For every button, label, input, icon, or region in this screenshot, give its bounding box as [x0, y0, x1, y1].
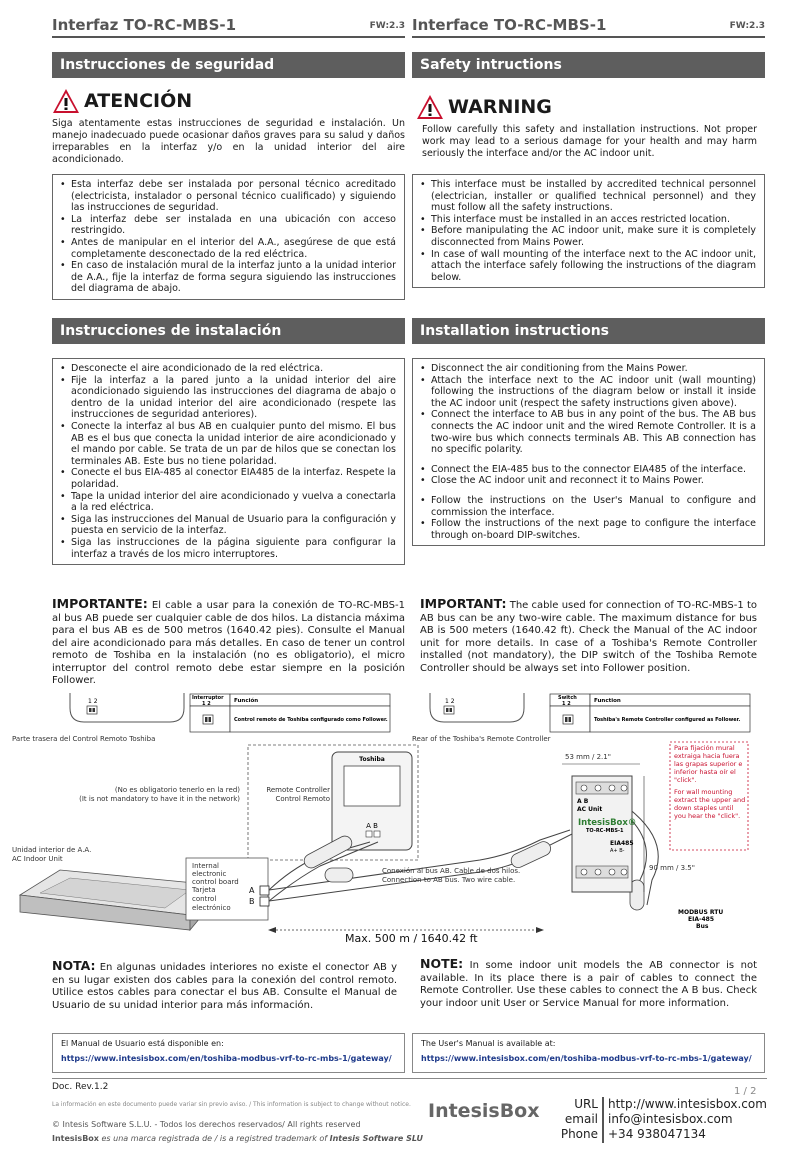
device-eia-pins: A+ B- — [610, 848, 625, 854]
switch-nums-en: 1 2 — [445, 698, 455, 705]
rc-ab-label: A B — [366, 822, 378, 830]
install-title-en: Installation instructions — [412, 318, 765, 344]
list-item: • This interface must be installed in an acces restricted location. — [417, 214, 756, 226]
list-item: • Antes de manipular en el interior del A.A., asegúrese de que está completamente desconectado de la red eléctrica. — [57, 237, 396, 260]
function-text-en: Toshiba's Remote Controller configured as Follower. — [594, 717, 741, 723]
modbus-label-1: MODBUS RTU — [678, 909, 724, 916]
remote-controller — [332, 752, 412, 850]
doc-revision: Doc. Rev.1.2 — [52, 1082, 109, 1092]
rc-brand: Toshiba — [359, 756, 385, 763]
device-model: TO-RC-MBS-1 — [586, 828, 624, 834]
terminal-b-label: B — [249, 897, 255, 906]
firmware-en: FW:2.3 — [729, 21, 765, 31]
list-item: • Connect the EIA-485 bus to the connector EIA485 of the interface. — [417, 464, 756, 476]
device-eia: EIA485 — [610, 840, 634, 847]
contact-url[interactable]: http://www.intesisbox.com — [608, 1097, 767, 1111]
switch-nums-es: 1 2 — [88, 698, 98, 705]
manual-box-es — [52, 1033, 405, 1073]
function-header-en: Function — [594, 698, 621, 704]
safety-list-en — [412, 174, 765, 288]
manual-label-es: El Manual de Usuario está disponible en: — [61, 1039, 224, 1048]
email-label: email — [564, 1112, 598, 1126]
manual-link-es[interactable]: https://www.intesisbox.com/en/toshiba-modbus-vrf-to-rc-mbs-1/gateway/ — [61, 1054, 392, 1063]
rc-label-es: Control Remoto — [275, 795, 330, 803]
switch-header-en: Switch — [558, 695, 577, 701]
warning-heading-es — [52, 88, 192, 114]
list-item: • Conecte el bus EIA-485 al conector EIA485 de la interfaz. Respete la polaridad. — [57, 467, 396, 490]
dim-height: 90 mm / 3.5" — [649, 864, 695, 872]
dim-width: 53 mm / 2.1" — [565, 753, 611, 761]
safety-list-es — [52, 174, 405, 300]
firmware-es: FW:2.3 — [369, 21, 405, 31]
list-item: • In case of wall mounting of the interface next to the AC indoor unit, attach the interface safely following the instructions of the diagram below. — [417, 249, 756, 284]
note-text-es: En algunas unidades interiores no existe el conector AB y en su lugar existen dos cables para la conexión del control remoto. Utilice estos cables para conectar el bus AB. Consulte el Manual de Usuario de su unidad interior para más información. — [52, 962, 397, 1011]
warning-text-en: Follow carefully this safety and installation instructions. Not proper work may lead to a serious damage for your health and may harm seriously the interface and/or the AC indoor unit. — [422, 124, 757, 159]
indoor-label-en: AC Indoor Unit — [12, 855, 63, 863]
switch-table-en — [550, 694, 750, 732]
footer-rule — [52, 1078, 767, 1079]
intesisbox-logo: IntesisBox — [428, 1100, 540, 1122]
doc-title-es: Interfaz TO-RC-MBS-1 — [52, 16, 237, 34]
note-en — [420, 958, 757, 1010]
switch-table-es — [190, 694, 390, 732]
rc-back-label-es: Parte trasera del Control Remoto Toshiba — [12, 735, 156, 743]
device-ab: A B — [577, 798, 589, 805]
contact-phone: +34 938047134 — [608, 1127, 706, 1141]
doc-header-en — [412, 14, 765, 38]
optional-note-es: (No es obligatorio tenerlo en la red) — [114, 786, 240, 794]
wiring-diagram — [12, 690, 780, 955]
modbus-label-3: Bus — [696, 923, 709, 930]
manual-box-en — [412, 1033, 765, 1073]
trademark-owner: Intesis Software SLU — [329, 1134, 424, 1143]
board-label-es-1: Tarjeta — [192, 886, 216, 894]
mounting-note — [674, 744, 746, 848]
board-label-es-2: control — [192, 895, 217, 903]
terminal-a — [260, 886, 269, 895]
function-text-es: Control remoto de Toshiba configurado como Follower. — [234, 717, 388, 723]
warning-word-en: WARNING — [448, 96, 552, 118]
list-item: • Before manipulating the AC indoor unit, make sure it is completely disconnected from Mains Power. — [417, 225, 756, 248]
note-label-es: NOTA: — [52, 958, 96, 973]
list-item: • Attach the interface next to the AC indoor unit (wall mounting) following the instructions of the diagram below or install it inside the AC indoor unit (respect the safety instructions given above). — [417, 375, 756, 410]
warning-text-es: Siga atentamente estas instrucciones de seguridad e instalación. Un manejo inadecuado puede ocasionar daños graves para su salud y daños irreparables en la interfaz y/o en la unidad interior del aire acondicionado. — [52, 118, 405, 165]
list-item: • Conecte la interfaz al bus AB en cualquier punto del mismo. El bus AB es el bus que conecta la unidad interior de aire acondicionado y el mando por cable. Se trata de un par de hilos que se conectan los terminales AB. Este bus no tiene polaridad. — [57, 421, 396, 467]
manual-label-en: The User's Manual is available at: — [421, 1039, 556, 1048]
list-item: • Siga las instrucciones de la página siguiente para configurar la interfaz a través de los micro interruptores. — [57, 537, 396, 560]
ab-connection-es: Conexión al bus AB. Cable de dos hilos. — [382, 867, 521, 875]
rc-label-en: Remote Controller — [266, 786, 330, 794]
board-label-es-3: electrónico — [192, 904, 231, 912]
note-es — [52, 960, 397, 1012]
list-item: • Fije la interfaz a la pared junto a la unidad interior del aire acondicionado siguiendo las instrucciones del diagrama de abajo o dentro de la unidad interior del aire acondicionado (respete las instrucciones de seguridad anteriores). — [57, 375, 396, 421]
safety-title-en: Safety intructions — [412, 52, 765, 78]
trademark — [52, 1134, 423, 1143]
indoor-label-es: Unidad interior de A.A. — [12, 846, 92, 854]
dip-switch — [87, 706, 97, 714]
install-list-es — [52, 358, 405, 565]
max-distance: Max. 500 m / 1640.42 ft — [345, 932, 478, 945]
switch-nums-es-table: 1 2 — [202, 701, 211, 707]
important-text-es: El cable a usar para la conexión de TO-RC-MBS-1 al bus AB puede ser cualquier cable de dos hilos. La distancia máxima para el bus AB es de 500 metros (1640.42 pies). Consulte el Manual del aire acondicionado para más detalles. En caso de tener un control remoto de Toshiba en la instalación (no es obligatorio), el micro interruptor del control remoto debe estar siempre en la posición Follower. — [52, 600, 405, 686]
optional-note-en: (It is not mandatory to have it in the network) — [79, 795, 240, 803]
url-label: URL — [574, 1097, 598, 1111]
terminal-b — [260, 897, 269, 906]
list-item: • Close the AC indoor unit and reconnect it to Mains Power. — [417, 475, 756, 487]
board-label-en-2: electronic — [192, 870, 227, 878]
rc-back-label-en: Rear of the Toshiba's Remote Controller — [412, 735, 551, 743]
install-list-en — [412, 358, 765, 546]
contact-email[interactable]: info@intesisbox.com — [608, 1112, 733, 1126]
important-label-en: IMPORTANT: — [420, 596, 507, 611]
list-item: • Esta interfaz debe ser instalada por personal técnico acreditado (electricista, instalador o personal técnico cualificado) y siguiendo las instrucciones de seguridad. — [57, 179, 396, 214]
list-item: • Follow the instructions of the next page to configure the interface through on-board DIP-switches. — [417, 518, 756, 541]
switch-header-es: Interruptor — [192, 695, 224, 701]
warning-heading-en — [416, 94, 552, 120]
contact-divider — [602, 1097, 604, 1143]
trademark-text: es una marca registrada de / is a registred trademark of — [98, 1134, 330, 1143]
phone-label: Phone — [560, 1127, 598, 1141]
list-item: • Connect the interface to AB bus in any point of the bus. The AB bus connects the AC indoor unit and the wired Remote Controller. It is a two-wire bus which connects terminals AB. This AB connection has no specific polarity. — [417, 409, 756, 455]
list-item: • Desconecte el aire acondicionado de la red eléctrica. — [57, 363, 396, 375]
important-text-en: The cable used for connection of TO-RC-MBS-1 to AB bus can be any two-wire cable. The maximum distance for bus AB is 500 meters (1640.42 ft). Check the Manual of the AC indoor unit for more details. In case of a Toshiba's Remote Controller installed (not mandatory), the DIP switch of the Toshiba Remote Controller should be always set into Follower position. — [420, 600, 757, 674]
mounting-note-en: For wall mounting extract the upper and down staples until you hear the "click". — [674, 788, 746, 820]
warning-word-es: ATENCIÓN — [84, 90, 193, 112]
page-number: 1 / 2 — [734, 1086, 757, 1097]
rc-back-es — [70, 693, 184, 722]
switch-nums-en-table: 1 2 — [562, 701, 571, 707]
disclaimer: La información en este documento puede variar sin previo aviso. / This information is subject to change without notice. — [52, 1101, 411, 1108]
list-item: • Tape la unidad interior del aire acondicionado y vuelva a conectarla a la red eléctrica. — [57, 491, 396, 514]
note-label-en: NOTE: — [420, 956, 464, 971]
doc-header-es — [52, 14, 405, 38]
note-text-en: In some indoor unit models the AB connector is not available. In its place there is a pair of cables to connect the Remote Controller. Use these cables to connect the A B bus. Check your indoor unit User or Service Manual for more information. — [420, 960, 757, 1009]
important-en — [420, 598, 757, 675]
device-brand: IntesisBox® — [578, 818, 637, 828]
terminal-a-label: A — [249, 886, 255, 895]
contact-labels — [560, 1097, 598, 1142]
important-es — [52, 598, 405, 688]
warning-icon — [52, 88, 80, 114]
list-item: • Follow the instructions on the User's Manual to configure and commission the interface. — [417, 495, 756, 518]
manual-link-en[interactable]: https://www.intesisbox.com/en/toshiba-modbus-vrf-to-rc-mbs-1/gateway/ — [421, 1054, 752, 1063]
device-ac-unit: AC Unit — [577, 806, 603, 813]
board-label-en-3: control board — [192, 878, 239, 886]
rc-back-en — [430, 693, 524, 722]
board-label-en-1: Internal — [192, 862, 219, 870]
list-item: • This interface must be installed by accredited technical personnel (electrician, installer or qualified technical personnel) and they must follow all the safety instructions. — [417, 179, 756, 214]
contact-values — [608, 1097, 767, 1142]
trademark-brand: IntesisBox — [52, 1134, 99, 1143]
function-header-es: Función — [234, 698, 259, 704]
important-label-es: IMPORTANTE: — [52, 596, 148, 611]
doc-title-en: Interface TO-RC-MBS-1 — [412, 16, 607, 34]
list-item: • La interfaz debe ser instalada en una ubicación con acceso restringido. — [57, 214, 396, 237]
list-item: • Disconnect the air conditioning from the Mains Power. — [417, 363, 756, 375]
list-item: • En caso de instalación mural de la interfaz junto a la unidad interior de A.A., fije la interfaz de forma segura siguiendo las instrucciones del diagrama de abajo. — [57, 260, 396, 295]
rc-screen — [344, 766, 400, 806]
safety-title-es: Instrucciones de seguridad — [52, 52, 405, 78]
modbus-label-2: EIA-485 — [688, 916, 714, 923]
warning-icon — [416, 94, 444, 120]
copyright: © Intesis Software S.L.U. - Todos los derechos reservados/ All rights reserved — [52, 1120, 361, 1129]
install-title-es: Instrucciones de instalación — [52, 318, 405, 344]
mounting-note-es: Para fijación mural extraiga hacia fuera las grapas superior e inferior hasta oír el "click". — [674, 744, 743, 784]
list-item: • Siga las instrucciones del Manual de Usuario para la configuración y puesta en servicio de la interfaz. — [57, 514, 396, 537]
ab-connection-en: Connection to AB bus. Two wire cable. — [382, 876, 516, 884]
intesisbox-device — [572, 776, 636, 892]
